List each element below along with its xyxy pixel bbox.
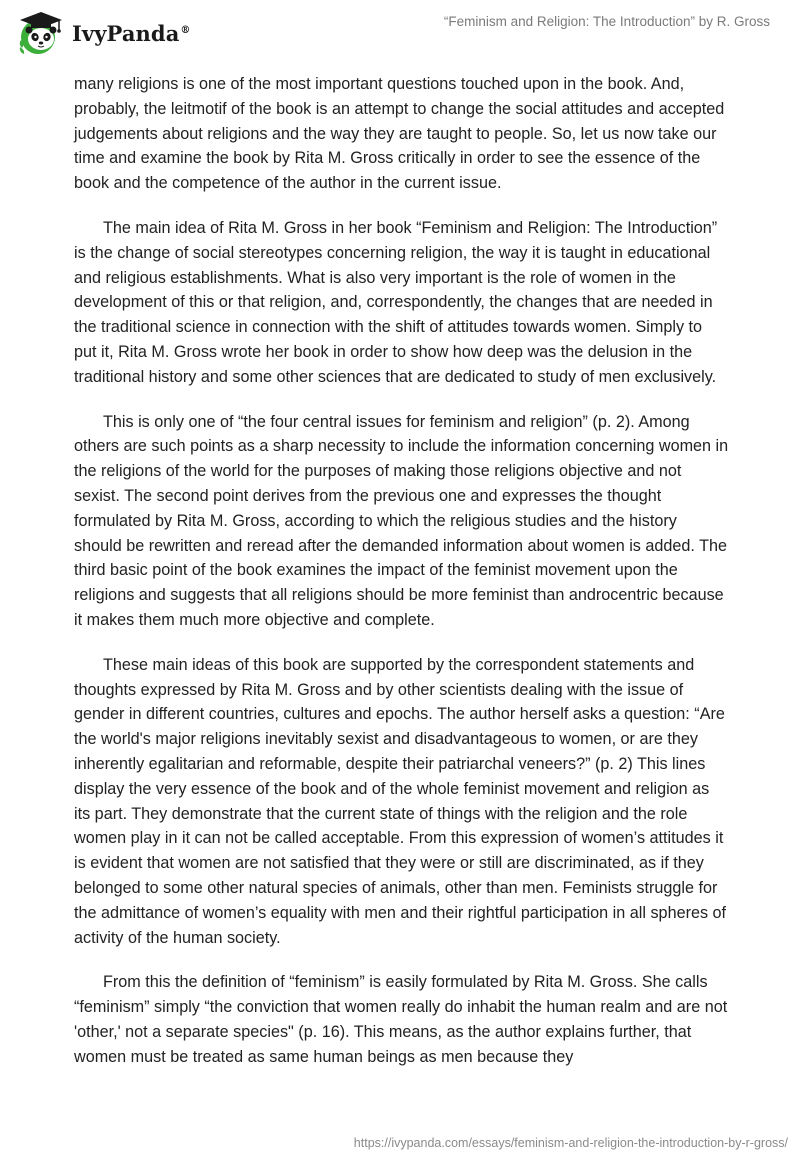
ivypanda-logo[interactable]	[14, 8, 191, 58]
paragraph: From this the definition of “feminism” is easily formulated by Rita M. Gross. She calls “feminism” simply “the conviction that women really do inhabit the human realm and are not 'other,' not a separate species" (p. 16). This means, as the author explains further, that women must be treated as same human beings as men because they	[74, 973, 728, 1066]
paragraph: many religions is one of the most important questions touched upon in the book. And, probably, the leitmotif of the book is an attempt to change the social attitudes and accepted judgements about religions and the way they are taught to people. So, let us now take our time and examine the book by Rita M. Gross critically in order to see the essence of the book and the competence of the author in the current issue.	[74, 75, 725, 193]
brand-name-text: IvyPanda	[72, 20, 180, 46]
running-title: “Feminism and Religion: The Introduction” by R. Gross	[443, 14, 770, 29]
paragraph: The main idea of Rita M. Gross in her book “Feminism and Religion: The Introduction” is the change of social stereotypes concerning religion, the way it is taught in educational and religious establishments. What is also very important is the role of women in the development of this or that religion, and, correspondently, the changes that are needed in the traditional science in connection with the shift of attitudes towards women. Simply to put it, Rita M. Gross wrote her book in order to show how deep was the delusion in the traditional history and some other sciences that are dedicated to study of men exclusively.	[74, 218, 718, 386]
paragraph: This is only one of “the four central issues for feminism and religion” (p. 2). Among others are such points as a sharp necessity to include the information concerning women in the religions of the world for the purposes of making those religions objective and not sexist. The second point derives from the previous one and expresses the thought formulated by Rita M. Gross, according to which the religious studies and the history should be rewritten and reread after the demanded information about women is added. The third basic point of the book examines the impact of the feminist movement upon the religions and suggests that all religions should be more feminist than androcentric because it makes them much more objective and complete.	[74, 412, 729, 629]
essay-body	[74, 72, 729, 1089]
brand-name	[72, 21, 191, 46]
source-url[interactable]: https://ivypanda.com/essays/feminism-and-religion-the-introduction-by-r-gross/	[353, 1136, 788, 1150]
registered-mark: ®	[180, 24, 191, 36]
page-header	[0, 0, 800, 68]
panda-graduation-cap-icon	[14, 8, 68, 58]
paragraph: These main ideas of this book are supported by the correspondent statements and thoughts expressed by Rita M. Gross and by other scientists dealing with the issue of gender in different countries, cultures and epochs. The author herself asks a question: “Are the world's major religions inevitably sexist and disadvantageous to women, or are they inherently egalitarian and reformable, despite their patriarchal veneers?” (p. 2) This lines display the very essence of the book and of the whole feminist movement and religion as its part. They demonstrate that the current state of things with the religion and the role women play in it can not be called acceptable. From this expression of women’s attitudes it is evident that women are not satisfied that they were or still are discriminated, as if they belonged to some other natural species of animals, other than men. Feminists struggle for the admittance of women’s equality with men and their rightful participation in all spheres of activity of the human society.	[74, 655, 727, 947]
